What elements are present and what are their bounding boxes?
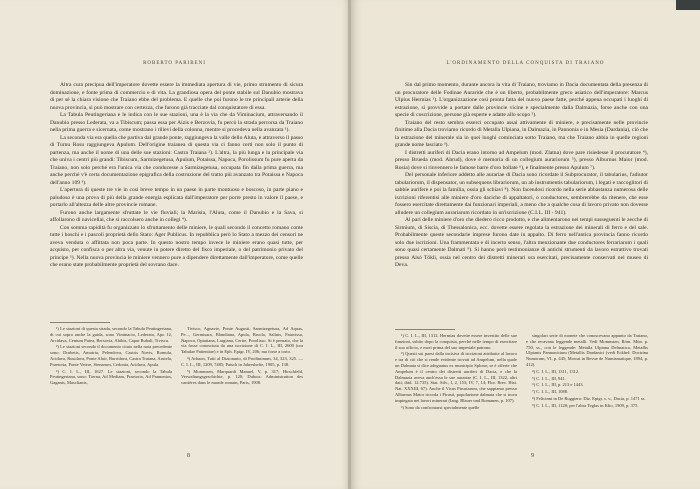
footnote: ⁹) C. I. L., III, 1128; per l'altra Teglas in Klio, 1909, p. 375.	[532, 402, 639, 408]
footnote-rule	[395, 329, 455, 330]
paragraph: Altra cura precipua dell'imperatore dovette essere la immediata apertura di vie, primo strumento di sicura dominazione, e fonte prima di commercio e di vita. La grandiosa opera del ponte stabile sul Danubio mostrava di per sé la chiara visione che Traiano ebbe del problema. E quelle che poi furono le tre principali arterie della nuova provincia, si può mostrare con certezza, che furono già tracciate dal conquistatore di essa.	[50, 82, 303, 111]
footnote: ⁴) C. I. L., III, 1311, 1312.	[532, 368, 580, 374]
right-page	[351, 0, 700, 489]
paragraph: Con somma rapidità fu organizzato lo sfruttamento delle miniere, le quali secondo il concetto romano come tutte i boschi e i pascoli proprietà dello Stato: Ager Publicus. In repubblica però lo Stato a mezzo dei censori ne aveva venduta o affittata non poca parte. In questo nostro tempo invece le miniere erano quasi tutte, per acquisto, per confisca o per altra via, venute in potere diretto del fisco imperiale, o del patrimonio privato del principe ⁵). Nella nuova provincia le miniere vennero pure a dipendere direttamente dall'imperatore, come quelle che erano state probabilmente proprietà del sovrano dace.	[50, 224, 303, 268]
footnote: ⁸) Felicinni in De Ruggiero: Diz. Epigr. s. v., Dacia, p. 1471 ss.	[532, 395, 646, 401]
footnote: ³) Sono da confrontarsi specialmente quelle	[401, 404, 480, 410]
paragraph: Furono anche largamente sfruttate le vie fluviali; la Marisia, l'Aluta, come il Danubio e la Sava, si affollarono di navicellai, che si raccolsero anche in collegi ⁴).	[50, 209, 303, 223]
main-text	[395, 82, 648, 270]
footnotes	[395, 333, 648, 411]
page-number: 9	[531, 453, 534, 459]
page-number: 8	[187, 453, 190, 459]
footnotes-column-left	[50, 326, 172, 387]
footnote: ⁵) C. I. L., III, 941.	[532, 375, 566, 381]
footnote: ⁵) Mommsen, Marquardt Manuel, V, p. 317; Hirschfeld, Verwaltungsgeschichte, p. 120; Dubois: Administration des carrières dans le monde romain, Paris, 1908.	[181, 368, 303, 386]
paragraph: I distretti auriferi di Dacia erano intorno ad Ampelum (mod. Zlatna) dove pare risiedesse il procuratore ⁴), presso Brueda (mod. Abrud), dove è memoria di un collegium aurariorum ⁵), presso Alburnus Maior (mod. Rosia) dove si rinvennero le famose barre d'oro bollate ⁶), e finalmente presso Apulum ⁷).	[395, 149, 648, 171]
footnote: ²) Le stazioni secondo il documento citato nella nota precedente sono: Drubetis, Amutria, Pelendova, Castris Novis, Romula, Acidava, Rusidava, Ponte Aluti, Burridava, Castra Traiana, Arutela, Praetoria, Ponte Vetere, Stenarum, Cedonia, Acidava, Apula.	[50, 344, 172, 367]
footnote: Tivisco, Agnavie, Ponte Augusti, Sarmizegetusa, Ad Aquas, Pe..., Germisara, Blandiana, Apula, Brucla, Salinis, Patavissa, Napoca, Optatiana, Largiana, Certie, Porolisso. Si è pensato, che la via fosse conosciuta da una iscrizione di C. I. L., III, 2600 (ora Tabulae Patientiae) e in Eph. Epigr. IV, 206; ma forse a torto.	[181, 326, 303, 355]
paragraph: La seconda via era quella che partiva dal grande ponte, raggiungeva la valle dello Aluta, e attraverso il passo di Turnu Rosu raggiungeva Apulum. Dell'origine traianea di questa via ci fanno certi non solo il punto di partenza, ma anche il nome di una delle sue stazioni: Castra Traiana ²). L'altra, la più lunga e la principale via che univa i centri più grandi: Tibiscum, Sarmizegetusa, Apulum, Potaissa, Napoca, Porolissum fu pure aperta da Traiano, non solo perché era l'unica via che conducesse a Sarmizegetusa, occupata fin dalla prima guerra, ma anche perché v'è certa documentazione epigrafica della costruzione del tratto più avanzato tra Potaissa e Napoca dell'anno 109 ³).	[50, 134, 303, 186]
running-header: ROBERTO PARIBENI	[143, 61, 206, 66]
footnote: ¹) Le stazioni di questa strada, secondo la Tabula Peutingeriana, di cui sopra anche la guida, sono Viminacio, Lederata, Apo 12, Arcidava, Centum Putea, Bersovia, Ahibis, Caput Bubali, Tiviscu.	[50, 326, 172, 343]
left-page	[0, 0, 349, 489]
main-text	[50, 82, 303, 270]
paragraph: L'apertura di queste tre vie in così breve tempo in un paese in parte montuoso e boscoso, in parte piano e paludoso è una prova di più della grande energia esplicata dall'imperatore per porre presto in valore il paese, e portarlo all'altezza delle altre provincie romane.	[50, 187, 303, 208]
running-header: L'ORDINAMENTO DELLA CONQUISTA DI TRAIANO	[446, 61, 605, 66]
footnote: ¹) C. I. L., III, 1312. Hermias dovette essere investito delle sue funzioni, subito dopo la conquista, perché nelle tempo di esercitare il suo ufficio, e morì prima del suo imperiale patrono.	[395, 333, 517, 350]
footnote: ²) Questi sui paesi dalla incisiva di iscrizioni attribuite al lavoro e tra di ciò che si rende evidente trovati ad Ampelum, nella quale un Dalmata si dice adeguatus ex municipio Splono; se è offerte che Ampelum è il centro dei distretti auriferi di Dacia, e che la Dalmazia aveva anch'essa le sue aurariae (C. I. L., III, 1322, altri dati; ibid. 12.735). Stat. Silv., I, 2, 153; IV, 7, 14; Flor. Brev. Hist. Nat. XXXIII, 67). Anche il Vicus Pirustarum, che sappiamo presso Alburnus Maior ricorda i Pirusti, popolazione dalmata che si trova impiegata nei lavori minerari (Iang. Blauer und Romanen, p. 107).	[395, 351, 517, 403]
footnote: singolari serie di monete che conoscevano appunto da Traiano, e che recavano leggende metalli. Vedi Mommsen, Röm. Mün. p. 750, ss., con le leggende: Metalla Ulpiana Delmatica, Metallis Ulpianis Pannonicium (Metallis Dardanici (vedi Eckhel: Doctrina Numorum, VI, p. 445; Mowat in Revue de Numismatique, 1894, p. 412).	[526, 333, 648, 367]
footnotes-column-right	[181, 326, 303, 387]
footnotes-column-left	[395, 333, 517, 411]
footnotes-column-right	[526, 333, 648, 411]
footnote-rule	[50, 322, 110, 323]
footnote: ⁷) C. I. L., III, 1088.	[532, 389, 569, 395]
footnotes	[50, 326, 303, 387]
footnote: ⁴) Arbaon, Tutti al Dizionario, di Prodiminum, 34, 323, 325. — C. I. L., III, 1209, 7485; Patsch in Jahreshefte, 1905, p. 138.	[181, 355, 303, 367]
paragraph: Traiano del resto sembra esserci occupato assai attivamente di miniere, e precisamente nelle provincie finitime alla Dacia troviamo ricordo di Metalla Ulpiana, in Dalmazia, in Pannonia e in Mesia (Dardania), ciò che la estrazione del minerale sia in quei luoghi cominciata sotto Traiano, ma che Traiano abbia in quelle regioni grande nome lasciato ³).	[395, 119, 648, 148]
footnote: ³) C. I. L., III, 1627. Le stazioni, secondo la Tabula Peutingeriana, sono: Tierna, Ad Mediam, Praetorio, Ad Pannonios, Gaganis, Masclianis,	[50, 368, 172, 386]
paragraph: Al pari delle miniere d'oro che diedero ricco prodotto, e che alimentarono nei tempi susseguenti le zecche di Sirmium, di Siscia, di Thessalonica, ecc. dovette essere regolata la estrazione dei minerali di ferro e del sale. Probabilmente queste secondarie imprese furono date in appalto. Di ferro nell'antica provincia fanno ricordo solo due iscrizioni. Una frammentata e di incerto senso, l'altra menzionante due conductores ferrariarum i quali sono quasi certamente Dalmati ⁹). Si hanno però testimonianze di antichi strumenti da lavoro estrattivo trovati presso Alsó Tökli, ossia nel centro dei distretti minerari ora esercitati, precisamente conservati nel museo di Deva.	[395, 217, 648, 268]
paragraph: La Tabula Peutingeriana e le indica con le sue stazioni, una è la via che da Viminacium, attraversando il Danubio presso Lederata, va a Tibiscum; passa essa per Aizis e Berzovia, fu percò la strada percorsa da Traiano nella prima guerra e sicernata, come mostrano i rilievi della colonna, mentre si procedeva nella avanzata ¹).	[50, 112, 303, 133]
page-corner-shadow	[676, 0, 700, 10]
paragraph: Sin dal primo momento, durante ancora la vita di Traiano, troviamo in Dacia documentata della presenza di un procuratore delle Fodinae Auraride che è un liberto, probabilmente greco asiatico dell'imperatore: Marcus Ulpius Hermias ¹). L'organizzazione così pronta fatta del nuovo paese fatte, perché appena occupati i luoghi di estrazione, si provvide a portare dalle provincie vicine e specialmente dalla Dalmazia, forse anche con una specie di coscrizione, persone già esperte e adatte allo scopo ²).	[395, 82, 648, 118]
paragraph: Del personale inferiore addetto alle aurariae di Dacia sono ricordate il Subprocurator, il tabularius, l'adiutor tabulariorum, il dispensator, un subsequens librariorum, un ab instrumentis tabulariorum, i legati e raccoglitori di sabbie aurifere e poi la familia, ossia gli schiavi ⁸). Non facendosi ricordo nella serie abbastanza numerosa delle iscrizioni riferentisi alle miniere d'oro daciche di appaltatori, o conductores, sembrerebbe da ritenere, che esse fossero esercitate direttamente dai funzionari imperiali, a meno che a qualche cosa di lavoro privato non dovesse alludere un collegium aurariarum ricordato in un'iscrizione (C.I.L. III - 941).	[395, 172, 648, 216]
footnote: ⁶) C. I. L., III, p. 213 e 1443.	[532, 382, 584, 388]
